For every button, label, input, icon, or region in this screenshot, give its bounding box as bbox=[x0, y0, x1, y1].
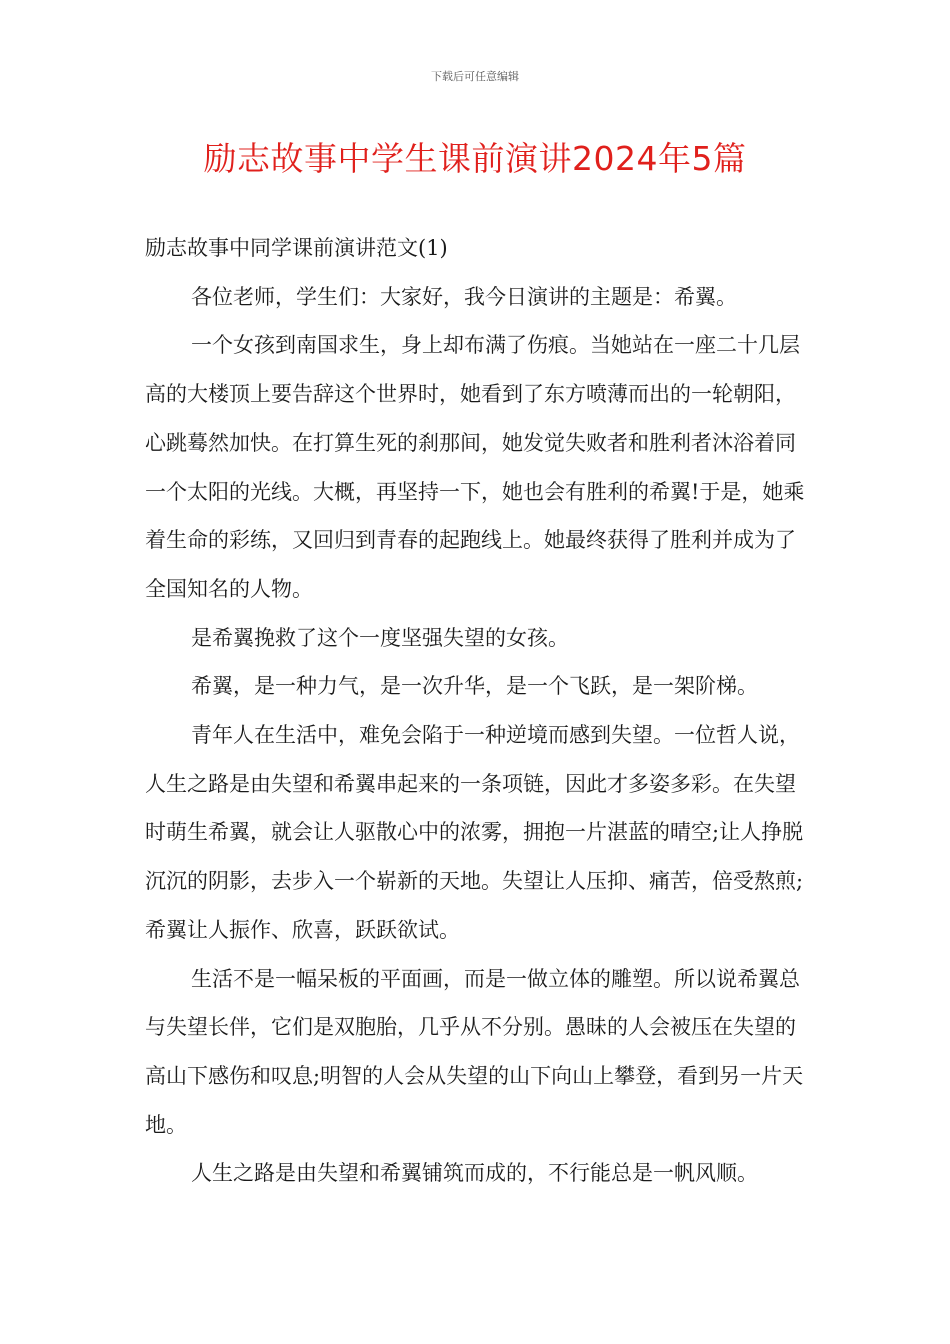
paragraph: 希翼，是一种力气，是一次升华，是一个飞跃，是一架阶梯。 bbox=[191, 674, 758, 699]
document-body bbox=[145, 224, 805, 1198]
paragraph: 人生之路是由失望和希翼铺筑而成的，不行能总是一帆风顺。 bbox=[191, 1161, 758, 1186]
paragraph: 青年人在生活中，难免会陷于一种逆境而感到失望。一位哲人说，人生之路是由失望和希翼串起来的一条项链，因此才多姿多彩。在失望时萌生希翼，就会让人驱散心中的浓雾，拥抱一片湛蓝的晴空;让人挣脱沉沉的阴影，去步入一个崭新的天地。失望让人压抑、痛苦，倍受熬煎;希翼让人振作、欣喜，跃跃欲试。 bbox=[145, 723, 804, 942]
header-note: 下载后可任意编辑 bbox=[431, 70, 519, 83]
document-title: 励志故事中学生课前演讲2024年5篇 bbox=[203, 139, 747, 178]
paragraph: 一个女孩到南国求生，身上却布满了伤痕。当她站在一座二十几层高的大楼顶上要告辞这个世界时，她看到了东方喷薄而出的一轮朝阳，心跳蓦然加快。在打算生死的刹那间，她发觉失败者和胜利者沐浴着同一个太阳的光线。大概，再坚持一下，她也会有胜利的希翼!于是，她乘着生命的彩练，又回归到青春的起跑线上。她最终获得了胜利并成为了全国知名的人物。 bbox=[145, 333, 805, 601]
paragraph: 各位老师，学生们：大家好，我今日演讲的主题是：希翼。 bbox=[191, 284, 737, 309]
paragraph: 是希翼挽救了这个一度坚强失望的女孩。 bbox=[191, 625, 569, 650]
paragraph: 生活不是一幅呆板的平面画，而是一做立体的雕塑。所以说希翼总与失望长伴，它们是双胞胎，几乎从不分别。愚昧的人会被压在失望的高山下感伤和叹息;明智的人会从失望的山下向山上攀登，看到另一片天地。 bbox=[145, 966, 804, 1137]
section-heading: 励志故事中同学课前演讲范文(1) bbox=[145, 236, 448, 260]
